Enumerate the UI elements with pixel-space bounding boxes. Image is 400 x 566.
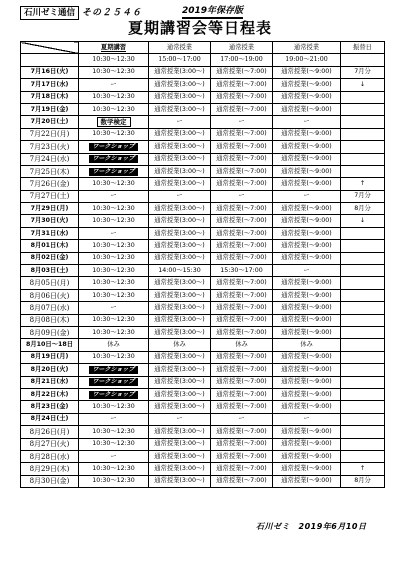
date-cell: 7月31日(水)	[21, 227, 79, 239]
regular-class-3-cell: 通常授業(～9:00)	[273, 79, 341, 91]
regular-class-2-cell: 通常授業(～7:00)	[211, 203, 273, 215]
summer-course-cell: ー	[79, 190, 149, 202]
makeup-cell	[341, 302, 385, 314]
regular-class-1-cell: 通常授業(3:00～)	[149, 215, 211, 227]
regular-class-2-cell: 通常授業(～7:00)	[211, 103, 273, 115]
date-cell: 8月06日(火)	[21, 289, 79, 301]
makeup-cell	[341, 326, 385, 338]
regular-class-1-cell: 通常授業(3:00～)	[149, 128, 211, 140]
regular-class-2-cell: 15:30～17:00	[211, 265, 273, 277]
table-row	[21, 438, 385, 450]
regular-class-3-cell: 通常授業(～9:00)	[273, 438, 341, 450]
regular-class-1-cell: 通常授業(3:00～)	[149, 401, 211, 413]
regular-class-1-cell: 通常授業(3:00～)	[149, 438, 211, 450]
regular-class-3-cell: ー	[273, 265, 341, 277]
summer-course-cell	[79, 364, 149, 376]
date-cell: 8月08日(木)	[21, 314, 79, 326]
regular-class-1-cell: 通常授業(3:00～)	[149, 314, 211, 326]
makeup-cell	[341, 401, 385, 413]
regular-class-2-cell: ー	[211, 413, 273, 425]
regular-class-3-cell: 通常授業(～9:00)	[273, 128, 341, 140]
summer-course-cell: 10:30～12:30	[79, 265, 149, 277]
date-cell: 8月09日(金)	[21, 326, 79, 338]
table-row	[21, 401, 385, 413]
summer-course-cell: 10:30～12:30	[79, 314, 149, 326]
makeup-cell: ↓	[341, 215, 385, 227]
makeup-cell	[341, 240, 385, 252]
regular-class-1-cell: 通常授業(3:00～)	[149, 277, 211, 289]
makeup-cell	[341, 116, 385, 128]
date-cell: 8月21日(水)	[21, 376, 79, 388]
makeup-cell: 8月分	[341, 475, 385, 487]
makeup-cell: ↑	[341, 463, 385, 475]
table-row	[21, 128, 385, 140]
date-cell: 7月25日(木)	[21, 165, 79, 177]
table-row	[21, 178, 385, 190]
summer-course-cell: 10:30～12:30	[79, 240, 149, 252]
time-slot-cell: 10:30～12:30	[79, 54, 149, 66]
table-row	[21, 103, 385, 115]
regular-class-2-cell: 通常授業(～7:00)	[211, 376, 273, 388]
regular-class-1-cell: 通常授業(3:00～)	[149, 302, 211, 314]
regular-class-3-cell: 通常授業(～9:00)	[273, 141, 341, 153]
edition-label: 2019年保存版	[182, 6, 243, 19]
regular-class-2-cell: 通常授業(～7:00)	[211, 141, 273, 153]
makeup-cell	[341, 438, 385, 450]
table-row	[21, 475, 385, 487]
newsletter-badge: 石川ゼミ通信	[20, 6, 79, 20]
date-cell: 8月27日(火)	[21, 438, 79, 450]
time-slot-cell	[21, 54, 79, 66]
makeup-cell	[341, 351, 385, 363]
date-cell: 8月02日(金)	[21, 252, 79, 264]
regular-class-3-cell: 通常授業(～9:00)	[273, 66, 341, 78]
regular-class-1-cell: 通常授業(3:00～)	[149, 240, 211, 252]
summer-course-cell	[79, 153, 149, 165]
regular-class-2-cell: 通常授業(～7:00)	[211, 66, 273, 78]
regular-class-3-cell: 通常授業(～9:00)	[273, 314, 341, 326]
makeup-cell	[341, 91, 385, 103]
summer-course-cell: 10:30～12:30	[79, 401, 149, 413]
makeup-cell: 7月分	[341, 190, 385, 202]
summer-course-cell: 10:30～12:30	[79, 203, 149, 215]
column-header-label: 夏期講習	[100, 43, 127, 51]
regular-class-3-cell: 休み	[273, 339, 341, 351]
makeup-cell	[341, 339, 385, 351]
table-row	[21, 339, 385, 351]
makeup-cell: 8月分	[341, 203, 385, 215]
regular-class-3-cell: 通常授業(～9:00)	[273, 426, 341, 438]
regular-class-2-cell: 通常授業(～7:00)	[211, 128, 273, 140]
makeup-cell	[341, 426, 385, 438]
regular-class-3-cell: 通常授業(～9:00)	[273, 401, 341, 413]
regular-class-1-cell: 通常授業(3:00～)	[149, 153, 211, 165]
regular-class-3-cell: 通常授業(～9:00)	[273, 240, 341, 252]
summer-course-cell: 10:30～12:30	[79, 351, 149, 363]
table-row	[21, 326, 385, 338]
date-cell: 8月10日～18日	[21, 339, 79, 351]
table-row	[21, 203, 385, 215]
summer-course-cell: 10:30～12:30	[79, 103, 149, 115]
regular-class-3-cell: 通常授業(～9:00)	[273, 326, 341, 338]
summer-course-cell	[79, 141, 149, 153]
summer-course-cell: ー	[79, 450, 149, 462]
regular-class-2-cell: 通常授業(～7:00)	[211, 227, 273, 239]
table-row	[21, 413, 385, 425]
table-row	[21, 79, 385, 91]
table-row	[21, 252, 385, 264]
summer-course-cell: 10:30～12:30	[79, 252, 149, 264]
date-cell: 7月20日(土)	[21, 116, 79, 128]
regular-class-3-cell: ー	[273, 413, 341, 425]
math-exam-label: 数学検定	[97, 117, 131, 127]
regular-class-1-cell: 通常授業(3:00～)	[149, 141, 211, 153]
date-cell: 8月07日(水)	[21, 302, 79, 314]
regular-class-3-cell: 通常授業(～9:00)	[273, 178, 341, 190]
workshop-label: ワークショップ	[89, 168, 139, 176]
makeup-cell	[341, 128, 385, 140]
makeup-cell	[341, 314, 385, 326]
regular-class-1-cell: 通常授業(3:00～)	[149, 91, 211, 103]
regular-class-2-cell: 通常授業(～7:00)	[211, 475, 273, 487]
time-slot-cell	[341, 54, 385, 66]
table-row	[21, 289, 385, 301]
summer-course-cell	[79, 116, 149, 128]
summer-course-cell	[79, 388, 149, 400]
table-row	[21, 302, 385, 314]
issue-number: その２５４６	[82, 8, 143, 18]
time-slot-cell: 15:00～17:00	[149, 54, 211, 66]
regular-class-3-cell: 通常授業(～9:00)	[273, 376, 341, 388]
regular-class-3-cell: 通常授業(～9:00)	[273, 351, 341, 363]
table-row	[21, 66, 385, 78]
date-cell: 7月27日(土)	[21, 190, 79, 202]
date-cell: 8月05日(月)	[21, 277, 79, 289]
summer-course-cell	[79, 376, 149, 388]
makeup-cell	[341, 376, 385, 388]
table-time-row	[21, 54, 385, 66]
date-cell: 7月30日(火)	[21, 215, 79, 227]
regular-class-2-cell: 通常授業(～7:00)	[211, 463, 273, 475]
regular-class-1-cell: 通常授業(3:00～)	[149, 326, 211, 338]
summer-course-cell: 10:30～12:30	[79, 426, 149, 438]
summer-course-cell: 10:30～12:30	[79, 66, 149, 78]
regular-class-2-cell: 通常授業(～7:00)	[211, 364, 273, 376]
summer-course-cell: ー	[79, 79, 149, 91]
footer-signature: 石川ゼミ 2019年6月10日	[256, 522, 367, 531]
regular-class-1-cell: 通常授業(3:00～)	[149, 227, 211, 239]
regular-class-3-cell: 通常授業(～9:00)	[273, 252, 341, 264]
regular-class-1-cell: 通常授業(3:00～)	[149, 66, 211, 78]
workshop-label: ワークショップ	[89, 391, 139, 399]
regular-class-1-cell: 通常授業(3:00～)	[149, 450, 211, 462]
summer-course-cell: ー	[79, 413, 149, 425]
regular-class-1-cell: 通常授業(3:00～)	[149, 252, 211, 264]
regular-class-1-cell: 通常授業(3:00～)	[149, 165, 211, 177]
regular-class-2-cell: 通常授業(～7:00)	[211, 215, 273, 227]
date-cell: 7月19日(金)	[21, 103, 79, 115]
makeup-cell	[341, 289, 385, 301]
regular-class-3-cell: 通常授業(～9:00)	[273, 165, 341, 177]
column-header: 通常授業	[149, 42, 211, 54]
regular-class-1-cell: 休み	[149, 339, 211, 351]
regular-class-2-cell: 通常授業(～7:00)	[211, 302, 273, 314]
table-row	[21, 165, 385, 177]
summer-course-cell: 10:30～12:30	[79, 475, 149, 487]
regular-class-1-cell: 通常授業(3:00～)	[149, 289, 211, 301]
summer-course-cell: 10:30～12:30	[79, 128, 149, 140]
regular-class-1-cell: 通常授業(3:00～)	[149, 376, 211, 388]
workshop-label: ワークショップ	[89, 378, 139, 386]
makeup-cell: 7月分	[341, 66, 385, 78]
regular-class-3-cell: 通常授業(～9:00)	[273, 364, 341, 376]
summer-course-cell: 10:30～12:30	[79, 91, 149, 103]
regular-class-1-cell: ー	[149, 116, 211, 128]
time-slot-cell: 19:00～21:00	[273, 54, 341, 66]
date-cell: 7月24日(水)	[21, 153, 79, 165]
table-row	[21, 190, 385, 202]
date-cell: 8月19日(月)	[21, 351, 79, 363]
date-cell: 7月29日(月)	[21, 203, 79, 215]
date-cell: 8月29日(木)	[21, 463, 79, 475]
date-cell: 8月22日(木)	[21, 388, 79, 400]
regular-class-3-cell: 通常授業(～9:00)	[273, 103, 341, 115]
regular-class-3-cell: 通常授業(～9:00)	[273, 91, 341, 103]
table-row	[21, 227, 385, 239]
summer-course-cell: 10:30～12:30	[79, 277, 149, 289]
date-cell: 7月16日(火)	[21, 66, 79, 78]
column-header: 振替日	[341, 42, 385, 54]
date-cell: 8月01日(木)	[21, 240, 79, 252]
regular-class-1-cell: 14:00～15:30	[149, 265, 211, 277]
date-cell: 7月17日(水)	[21, 79, 79, 91]
regular-class-2-cell: 通常授業(～7:00)	[211, 178, 273, 190]
regular-class-3-cell: 通常授業(～9:00)	[273, 450, 341, 462]
table-row	[21, 153, 385, 165]
regular-class-3-cell: 通常授業(～9:00)	[273, 463, 341, 475]
regular-class-2-cell: 通常授業(～7:00)	[211, 79, 273, 91]
regular-class-2-cell: 通常授業(～7:00)	[211, 326, 273, 338]
table-row	[21, 426, 385, 438]
regular-class-2-cell: 通常授業(～7:00)	[211, 240, 273, 252]
table-row	[21, 376, 385, 388]
date-cell: 8月03日(土)	[21, 265, 79, 277]
regular-class-2-cell: 通常授業(～7:00)	[211, 388, 273, 400]
regular-class-3-cell: ー	[273, 116, 341, 128]
regular-class-2-cell: ー	[211, 190, 273, 202]
summer-course-cell: 休み	[79, 339, 149, 351]
makeup-cell	[341, 153, 385, 165]
regular-class-1-cell: 通常授業(3:00～)	[149, 426, 211, 438]
regular-class-1-cell: 通常授業(3:00～)	[149, 103, 211, 115]
regular-class-1-cell: 通常授業(3:00～)	[149, 475, 211, 487]
regular-class-2-cell: 通常授業(～7:00)	[211, 351, 273, 363]
table-row	[21, 314, 385, 326]
regular-class-2-cell: 通常授業(～7:00)	[211, 91, 273, 103]
workshop-label: ワークショップ	[89, 366, 139, 374]
regular-class-3-cell: ー	[273, 190, 341, 202]
summer-course-cell: 10:30～12:30	[79, 463, 149, 475]
regular-class-3-cell: 通常授業(～9:00)	[273, 227, 341, 239]
makeup-cell	[341, 252, 385, 264]
regular-class-2-cell: 通常授業(～7:00)	[211, 426, 273, 438]
regular-class-1-cell: 通常授業(3:00～)	[149, 178, 211, 190]
makeup-cell: ↑	[341, 178, 385, 190]
column-header	[79, 42, 149, 54]
summer-course-cell: ー	[79, 227, 149, 239]
table-row	[21, 141, 385, 153]
makeup-cell	[341, 103, 385, 115]
date-cell: 8月28日(水)	[21, 450, 79, 462]
summer-course-cell	[79, 165, 149, 177]
regular-class-1-cell: 通常授業(3:00～)	[149, 364, 211, 376]
regular-class-3-cell: 通常授業(～9:00)	[273, 203, 341, 215]
regular-class-1-cell: 通常授業(3:00～)	[149, 463, 211, 475]
regular-class-2-cell: 通常授業(～7:00)	[211, 252, 273, 264]
regular-class-1-cell: 通常授業(3:00～)	[149, 79, 211, 91]
regular-class-3-cell: 通常授業(～9:00)	[273, 215, 341, 227]
column-header: 通常授業	[273, 42, 341, 54]
regular-class-3-cell: 通常授業(～9:00)	[273, 289, 341, 301]
regular-class-2-cell: 通常授業(～7:00)	[211, 450, 273, 462]
date-cell: 7月18日(木)	[21, 91, 79, 103]
table-row	[21, 116, 385, 128]
makeup-cell	[341, 165, 385, 177]
regular-class-3-cell: 通常授業(～9:00)	[273, 302, 341, 314]
workshop-label: ワークショップ	[89, 155, 139, 163]
regular-class-2-cell: 通常授業(～7:00)	[211, 289, 273, 301]
time-slot-cell: 17:00～19:00	[211, 54, 273, 66]
regular-class-1-cell: 通常授業(3:00～)	[149, 203, 211, 215]
regular-class-1-cell: 通常授業(3:00～)	[149, 388, 211, 400]
table-row	[21, 277, 385, 289]
date-cell: 8月30日(金)	[21, 475, 79, 487]
table-row	[21, 265, 385, 277]
workshop-label: ワークショップ	[89, 143, 139, 151]
regular-class-2-cell: 通常授業(～7:00)	[211, 438, 273, 450]
regular-class-2-cell: 通常授業(～7:00)	[211, 153, 273, 165]
summer-course-cell: 10:30～12:30	[79, 289, 149, 301]
regular-class-2-cell: 休み	[211, 339, 273, 351]
summer-course-cell: 10:30～12:30	[79, 215, 149, 227]
regular-class-3-cell: 通常授業(～9:00)	[273, 388, 341, 400]
regular-class-2-cell: 通常授業(～7:00)	[211, 277, 273, 289]
regular-class-2-cell: ー	[211, 116, 273, 128]
schedule-table	[20, 41, 385, 488]
summer-course-cell: 10:30～12:30	[79, 326, 149, 338]
date-cell: 8月20日(火)	[21, 364, 79, 376]
summer-course-cell: 10:30～12:30	[79, 438, 149, 450]
makeup-cell	[341, 388, 385, 400]
date-cell: 8月23日(金)	[21, 401, 79, 413]
date-cell: 7月22日(月)	[21, 128, 79, 140]
table-row	[21, 91, 385, 103]
table-row	[21, 463, 385, 475]
makeup-cell	[341, 364, 385, 376]
regular-class-2-cell: 通常授業(～7:00)	[211, 165, 273, 177]
makeup-cell	[341, 413, 385, 425]
column-header	[21, 42, 79, 54]
table-row	[21, 351, 385, 363]
regular-class-3-cell: 通常授業(～9:00)	[273, 153, 341, 165]
regular-class-2-cell: 通常授業(～7:00)	[211, 314, 273, 326]
date-cell: 7月26日(金)	[21, 178, 79, 190]
date-cell: 8月24日(土)	[21, 413, 79, 425]
makeup-cell	[341, 265, 385, 277]
regular-class-2-cell: 通常授業(～7:00)	[211, 401, 273, 413]
regular-class-1-cell: ー	[149, 190, 211, 202]
table-header-row	[21, 42, 385, 54]
makeup-cell	[341, 450, 385, 462]
date-cell: 7月23日(火)	[21, 141, 79, 153]
makeup-cell	[341, 277, 385, 289]
table-row	[21, 215, 385, 227]
table-row	[21, 388, 385, 400]
page-title: 夏期講習会等日程表	[127, 19, 272, 37]
makeup-cell: ↓	[341, 79, 385, 91]
table-row	[21, 450, 385, 462]
table-row	[21, 364, 385, 376]
makeup-cell	[341, 227, 385, 239]
column-header: 通常授業	[211, 42, 273, 54]
date-cell: 8月26日(月)	[21, 426, 79, 438]
makeup-cell	[341, 141, 385, 153]
regular-class-3-cell: 通常授業(～9:00)	[273, 277, 341, 289]
summer-course-cell: ー	[79, 302, 149, 314]
regular-class-1-cell: ー	[149, 413, 211, 425]
regular-class-1-cell: 通常授業(3:00～)	[149, 351, 211, 363]
table-row	[21, 240, 385, 252]
regular-class-3-cell: 通常授業(～9:00)	[273, 475, 341, 487]
summer-course-cell: 10:30～12:30	[79, 178, 149, 190]
